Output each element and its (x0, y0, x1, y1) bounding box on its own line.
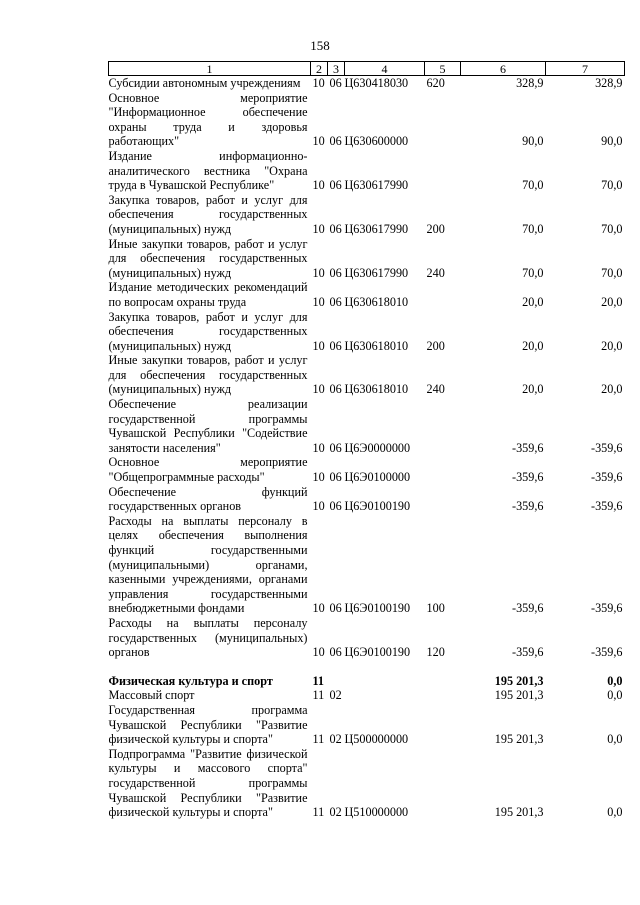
row-expense-type: 120 (426, 645, 445, 660)
table-row (109, 514, 625, 616)
header-col-6: 6 (461, 62, 546, 76)
row-amount-2: 90,0 (601, 134, 623, 149)
table-row (109, 397, 625, 455)
row-amount-1: 90,0 (522, 134, 544, 149)
row-amount-1: 20,0 (522, 382, 544, 397)
row-name: Расходы на выплаты персоналу в целях обеспечения выполнения функций государственными (муниципальными) органами, казенными учреждениями, органами управления государственными внебюджетными фондами (108, 513, 308, 616)
row-subsection: 02 (329, 688, 342, 703)
row-name: Закупка товаров, работ и услуг для обеспечения государственных (муниципальных) нужд (108, 309, 308, 353)
row-amount-1: 195 201,3 (494, 688, 544, 703)
table-header (109, 62, 625, 76)
row-expense-type (425, 747, 461, 820)
row-subsection: 06 (329, 338, 342, 353)
row-expense-type (425, 280, 461, 309)
row-section: 10 (312, 440, 325, 455)
row-section: 10 (312, 470, 325, 485)
row-amount-1: 328,9 (516, 76, 544, 90)
row-subsection: 06 (329, 382, 342, 397)
row-amount-2: 70,0 (601, 221, 623, 236)
row-subsection: 06 (329, 440, 342, 455)
row-target-code: Ц500000000 (344, 732, 409, 747)
table-row (109, 485, 625, 514)
budget-table (108, 61, 625, 820)
row-expense-type: 620 (426, 76, 445, 90)
row-expense-type (425, 149, 461, 193)
row-amount-1: -359,6 (512, 470, 544, 485)
row-subsection: 06 (329, 178, 342, 193)
row-amount-1: 70,0 (522, 221, 544, 236)
row-name: Издание методических рекомендаций по вопросам охраны труда (108, 280, 308, 309)
row-expense-type (425, 688, 461, 703)
row-name: Обеспечение функций государственных органов (108, 484, 308, 514)
row-subsection: 06 (329, 76, 342, 90)
row-section: 10 (312, 265, 325, 280)
row-amount-2: 0,0 (607, 805, 623, 820)
row-amount-1: -359,6 (512, 645, 544, 660)
row-name: Государственная программа Чувашской Республики "Развитие физической культуры и спорта" (108, 702, 308, 747)
row-target-code (345, 688, 425, 703)
row-expense-type: 200 (426, 338, 445, 353)
row-expense-type (425, 455, 461, 484)
table-row (109, 747, 625, 820)
row-amount-2: -359,6 (591, 499, 623, 514)
row-section: 11 (312, 732, 325, 747)
row-amount-2: -359,6 (591, 440, 623, 455)
table-row (109, 76, 625, 91)
row-target-code: Ц630600000 (344, 134, 409, 149)
row-section: 10 (312, 645, 325, 660)
row-expense-type: 200 (426, 221, 445, 236)
row-expense-type (425, 703, 461, 747)
header-col-2: 2 (311, 62, 328, 76)
table-row (109, 688, 625, 703)
row-expense-type: 240 (426, 382, 445, 397)
row-name: Физическая культура и спорт (108, 673, 273, 688)
row-target-code: Ц6Э0000000 (344, 440, 411, 455)
row-amount-2: 20,0 (601, 294, 623, 309)
row-expense-type: 240 (426, 265, 445, 280)
row-section: 10 (312, 178, 325, 193)
table-row (109, 616, 625, 660)
row-expense-type (425, 485, 461, 514)
row-name: Массовый спорт (108, 688, 195, 703)
row-target-code: Ц6Э0100000 (344, 470, 411, 485)
row-section: 10 (312, 382, 325, 397)
row-subsection: 06 (329, 601, 342, 616)
row-subsection: 06 (329, 265, 342, 280)
row-amount-1: 195 201,3 (494, 805, 544, 820)
row-name: Подпрограмма "Развитие физической культуры и массового спорта" государственной программы Чувашской Республики "Развитие физической культуры и спорта" (108, 746, 308, 820)
row-amount-1: 195 201,3 (494, 732, 544, 747)
row-name: Издание информационно-аналитического вестника "Охрана труда в Чувашской Республике" (108, 148, 308, 193)
row-amount-2: 328,9 (595, 76, 623, 90)
row-name: Иные закупки товаров, работ и услуг для обеспечения государственных (муниципальных) нужд (108, 353, 308, 397)
row-amount-2: 70,0 (601, 265, 623, 280)
row-section: 10 (312, 499, 325, 514)
row-amount-1: -359,6 (512, 440, 544, 455)
row-section: 10 (312, 221, 325, 236)
row-target-code: Ц630617990 (344, 178, 409, 193)
header-col-4: 4 (345, 62, 425, 76)
row-amount-2: -359,6 (591, 601, 623, 616)
row-subsection: 06 (329, 470, 342, 485)
page-number: 158 (310, 38, 330, 53)
row-target-code: Ц630618010 (344, 294, 409, 309)
table-row (109, 703, 625, 747)
row-subsection: 06 (329, 221, 342, 236)
table-row (109, 193, 625, 237)
row-amount-2: -359,6 (591, 470, 623, 485)
row-amount-1: 195 201,3 (494, 673, 544, 688)
spacer-cell (109, 660, 625, 674)
row-subsection: 06 (329, 645, 342, 660)
row-subsection: 02 (329, 805, 342, 820)
row-target-code: Ц630618010 (344, 382, 409, 397)
row-amount-2: 0,0 (607, 732, 623, 747)
table-row (109, 455, 625, 484)
table-row (109, 280, 625, 309)
row-name: Обеспечение реализации государственной программы Чувашской Республики "Содействие занятости населения" (108, 397, 308, 455)
row-section: 11 (312, 688, 325, 703)
row-amount-2: 70,0 (601, 178, 623, 193)
row-name: Основное мероприятие "Общепрограммные расходы" (108, 455, 308, 485)
row-name: Расходы на выплаты персоналу государственных (муниципальных) органов (108, 615, 308, 660)
row-expense-type (425, 397, 461, 455)
row-target-code (345, 674, 425, 689)
header-col-3: 3 (328, 62, 345, 76)
row-subsection: 02 (329, 732, 342, 747)
row-name: Иные закупки товаров, работ и услуг для обеспечения государственных (муниципальных) нужд (108, 236, 308, 280)
table-row (109, 353, 625, 397)
row-expense-type (425, 91, 461, 149)
row-name: Основное мероприятие "Информационное обеспечение охраны труда и здоровья работающих" (108, 90, 308, 149)
table-row (109, 91, 625, 149)
row-target-code: Ц630418030 (344, 76, 409, 90)
row-target-code: Ц6Э0100190 (344, 645, 411, 660)
row-amount-1: 70,0 (522, 178, 544, 193)
row-section: 10 (312, 134, 325, 149)
row-amount-2: -359,6 (591, 645, 623, 660)
table-row (109, 149, 625, 193)
row-section: 11 (312, 805, 325, 820)
row-amount-2: 0,0 (607, 688, 623, 703)
row-subsection: 06 (329, 134, 342, 149)
row-name: Закупка товаров, работ и услуг для обеспечения государственных (муниципальных) нужд (108, 192, 308, 236)
row-amount-1: 70,0 (522, 265, 544, 280)
table-row (109, 674, 625, 689)
row-target-code: Ц630617990 (344, 221, 409, 236)
row-amount-1: 20,0 (522, 294, 544, 309)
row-expense-type (425, 674, 461, 689)
row-target-code: Ц510000000 (344, 805, 409, 820)
row-section: 11 (312, 673, 325, 688)
row-amount-2: 20,0 (601, 338, 623, 353)
row-subsection: 06 (329, 294, 342, 309)
row-amount-1: 20,0 (522, 338, 544, 353)
row-section: 10 (312, 601, 325, 616)
row-name: Субсидии автономным учреждениям (108, 76, 301, 90)
spacer-row (109, 660, 625, 674)
row-amount-1: -359,6 (512, 601, 544, 616)
row-amount-2: 20,0 (601, 382, 623, 397)
table-body (109, 76, 625, 820)
row-subsection (328, 674, 345, 689)
row-amount-1: -359,6 (512, 499, 544, 514)
header-col-1: 1 (109, 62, 311, 76)
row-section: 10 (312, 76, 325, 90)
row-amount-2: 0,0 (607, 673, 623, 688)
header-col-7: 7 (546, 62, 625, 76)
row-target-code: Ц630618010 (344, 338, 409, 353)
row-target-code: Ц6Э0100190 (344, 499, 411, 514)
row-target-code: Ц6Э0100190 (344, 601, 411, 616)
table-row (109, 310, 625, 354)
header-col-5: 5 (425, 62, 461, 76)
row-section: 10 (312, 294, 325, 309)
table-row (109, 237, 625, 281)
row-section: 10 (312, 338, 325, 353)
row-target-code: Ц630617990 (344, 265, 409, 280)
row-subsection: 06 (329, 499, 342, 514)
row-expense-type: 100 (426, 601, 445, 616)
